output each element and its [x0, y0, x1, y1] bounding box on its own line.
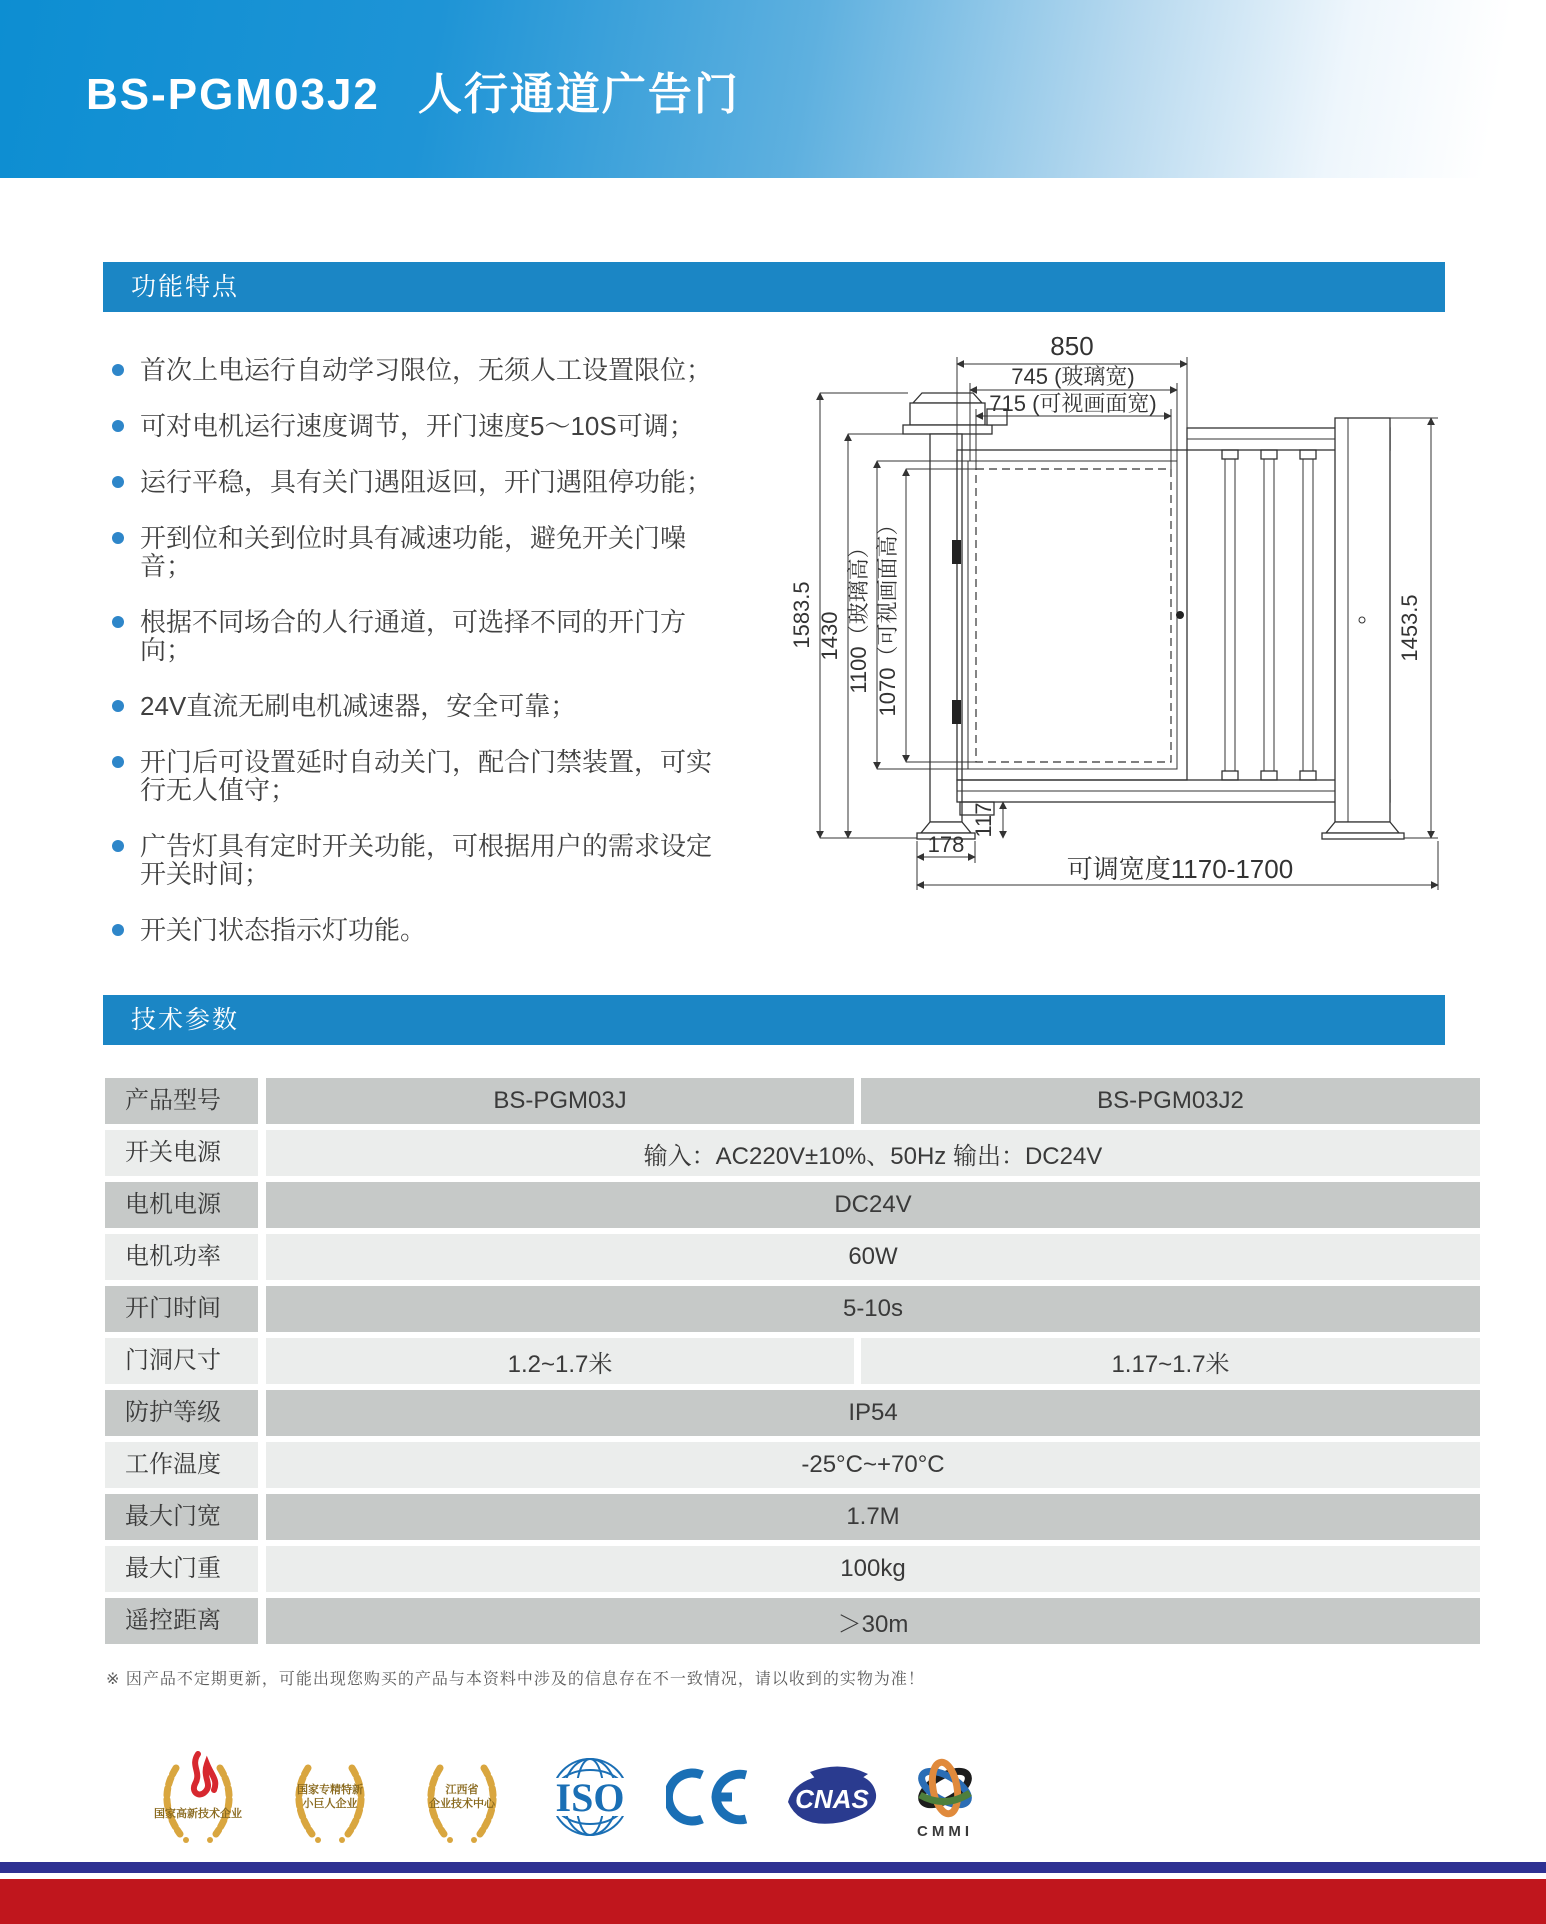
bullet-dot-icon — [112, 700, 124, 712]
table-row — [105, 1546, 1480, 1592]
product-name: 人行通道广告门 — [417, 70, 740, 119]
table-row — [105, 1234, 1480, 1280]
bullet-dot-icon — [112, 840, 124, 852]
row-value: 60W — [266, 1234, 1480, 1280]
feature-item — [112, 412, 712, 440]
row-label: 最大门重 — [105, 1546, 258, 1592]
row-label: 工作温度 — [105, 1442, 258, 1488]
motor-cap-body — [910, 403, 985, 425]
features-section-header: 功能特点 — [103, 262, 1445, 312]
row-value: IP54 — [266, 1390, 1480, 1436]
bullet-dot-icon — [112, 924, 124, 936]
dim-850-label: 850 — [1050, 331, 1094, 361]
row-label: 开关电源 — [105, 1130, 258, 1176]
feature-text: 广告灯具有定时开关功能，可根据用户的需求设定开关时间； — [140, 831, 713, 889]
badge-text: CMMI — [917, 1822, 973, 1840]
right-post — [1335, 418, 1390, 822]
cmmi-badge — [912, 1755, 978, 1840]
svg-text:ISO: ISO — [555, 1775, 625, 1820]
feature-text: 开关门状态指示灯功能。 — [140, 915, 427, 945]
feature-item — [112, 356, 712, 384]
bullet-dot-icon — [112, 476, 124, 488]
dim-715-label: 715 (可视画面宽) — [989, 391, 1157, 416]
row-value: BS-PGM03J — [266, 1078, 854, 1124]
gate-dimension-svg — [690, 285, 1490, 905]
table-row — [105, 1598, 1480, 1644]
footer-red-stripe — [0, 1879, 1546, 1924]
feature-text: 根据不同场合的人行通道，可选择不同的开门方向； — [140, 607, 687, 665]
dim-1430-label: 1430 — [817, 611, 842, 661]
spec-table — [105, 1078, 1480, 1644]
row-value: 1.7M — [266, 1494, 1480, 1540]
right-post-flare — [1326, 822, 1399, 833]
row-value: ＞30m — [266, 1598, 1480, 1644]
row-label: 遥控距离 — [105, 1598, 258, 1644]
iso-badge — [542, 1745, 638, 1849]
door-glass-frame — [968, 461, 1177, 769]
row-label: 最大门宽 — [105, 1494, 258, 1540]
page-title — [86, 58, 740, 122]
features-list — [112, 356, 712, 972]
feature-text: 首次上电运行自动学习限位，无须人工设置限位； — [140, 355, 713, 385]
table-row — [105, 1286, 1480, 1332]
feature-text: 开门后可设置延时自动关门，配合门禁装置，可实行无人值守； — [140, 747, 713, 805]
row-value: 5-10s — [266, 1286, 1480, 1332]
award-wreath-badge — [410, 1742, 514, 1852]
dim-178-label: 178 — [927, 832, 965, 857]
table-row — [105, 1494, 1480, 1540]
feature-text: 开到位和关到位时具有减速功能，避免开关门噪音； — [140, 523, 687, 581]
dim-745-label: 745 (玻璃宽) — [1011, 364, 1135, 389]
feature-item — [112, 468, 712, 496]
right-post-base — [1322, 833, 1404, 839]
cnas-badge — [780, 1760, 884, 1834]
row-value: 100kg — [266, 1546, 1480, 1592]
feature-item — [112, 608, 712, 664]
row-label: 防护等级 — [105, 1390, 258, 1436]
feature-item — [112, 748, 712, 804]
feature-item — [112, 524, 712, 580]
hinge-bottom — [952, 700, 961, 724]
balusters — [1222, 450, 1316, 780]
row-value: -25°C~+70°C — [266, 1442, 1480, 1488]
badge-text: 企业技术中心 — [429, 1798, 495, 1810]
bullet-dot-icon — [112, 420, 124, 432]
row-value: 1.2~1.7米 — [266, 1338, 854, 1384]
footnote: ※ 因产品不定期更新，可能出现您购买的产品与本资料中涉及的信息存在不一致情况，请以收到的实物为准！ — [106, 1671, 925, 1688]
row-label: 产品型号 — [105, 1078, 258, 1124]
product-model: BS-PGM03J2 — [86, 70, 380, 119]
feature-text: 运行平稳，具有关门遇阻返回，开门遇阻停功能； — [140, 467, 713, 497]
award-wreath-badge — [278, 1742, 382, 1852]
table-row — [105, 1442, 1480, 1488]
svg-text:CNAS: CNAS — [795, 1784, 869, 1814]
footer-blue-stripe — [0, 1862, 1546, 1873]
table-row — [105, 1390, 1480, 1436]
hinge-top — [952, 540, 961, 564]
badge-text: 国家专精特新 — [297, 1784, 363, 1796]
visible-area-dashed — [976, 469, 1171, 762]
bullet-dot-icon — [112, 756, 124, 768]
motor-cap-top — [913, 393, 982, 403]
feature-text: 24V直流无刷电机减速器，安全可靠； — [140, 691, 577, 721]
table-row — [105, 1338, 1480, 1384]
dim-117-label: 117 — [971, 802, 996, 838]
dimension-drawing — [690, 285, 1490, 905]
table-row — [105, 1130, 1480, 1176]
feature-text: 可对电机运行速度调节，开门速度5～10S可调； — [140, 411, 695, 441]
row-label: 门洞尺寸 — [105, 1338, 258, 1384]
table-row — [105, 1078, 1480, 1124]
bullet-dot-icon — [112, 532, 124, 544]
badge-text: 江西省 — [445, 1784, 479, 1796]
dim-1100-label: 1100（玻璃高） — [846, 536, 871, 694]
row-label: 电机电源 — [105, 1182, 258, 1228]
lock-dot — [1176, 611, 1184, 619]
bullet-dot-icon — [112, 616, 124, 628]
badge-text: 小巨人企业 — [302, 1798, 358, 1810]
bullet-dot-icon — [112, 364, 124, 376]
table-row — [105, 1182, 1480, 1228]
row-label: 电机功率 — [105, 1234, 258, 1280]
feature-item — [112, 832, 712, 888]
dim-width-range-label: 可调宽度1170-1700 — [1066, 854, 1294, 884]
certification-badges — [146, 1738, 978, 1856]
row-value: 1.17~1.7米 — [861, 1338, 1480, 1384]
award-wreath-badge — [146, 1742, 250, 1852]
dim-1453-label: 1453.5 — [1397, 594, 1422, 662]
ce-badge — [666, 1767, 752, 1827]
badge-text: 国家高新技术企业 — [154, 1808, 242, 1820]
specs-section-header: 技术参数 — [103, 995, 1445, 1045]
motor-cap-base — [903, 425, 992, 434]
dim-1070-label: 1070（可视画面高） — [875, 513, 900, 717]
dim-1583-label: 1583.5 — [789, 581, 814, 649]
row-value: 输入：AC220V±10%、50Hz 输出：DC24V — [266, 1130, 1480, 1176]
row-value: DC24V — [266, 1182, 1480, 1228]
feature-item — [112, 692, 712, 720]
door-leaf-outer — [957, 450, 1187, 780]
header-banner — [0, 0, 1546, 178]
row-value: BS-PGM03J2 — [861, 1078, 1480, 1124]
row-label: 开门时间 — [105, 1286, 258, 1332]
feature-item — [112, 916, 712, 944]
